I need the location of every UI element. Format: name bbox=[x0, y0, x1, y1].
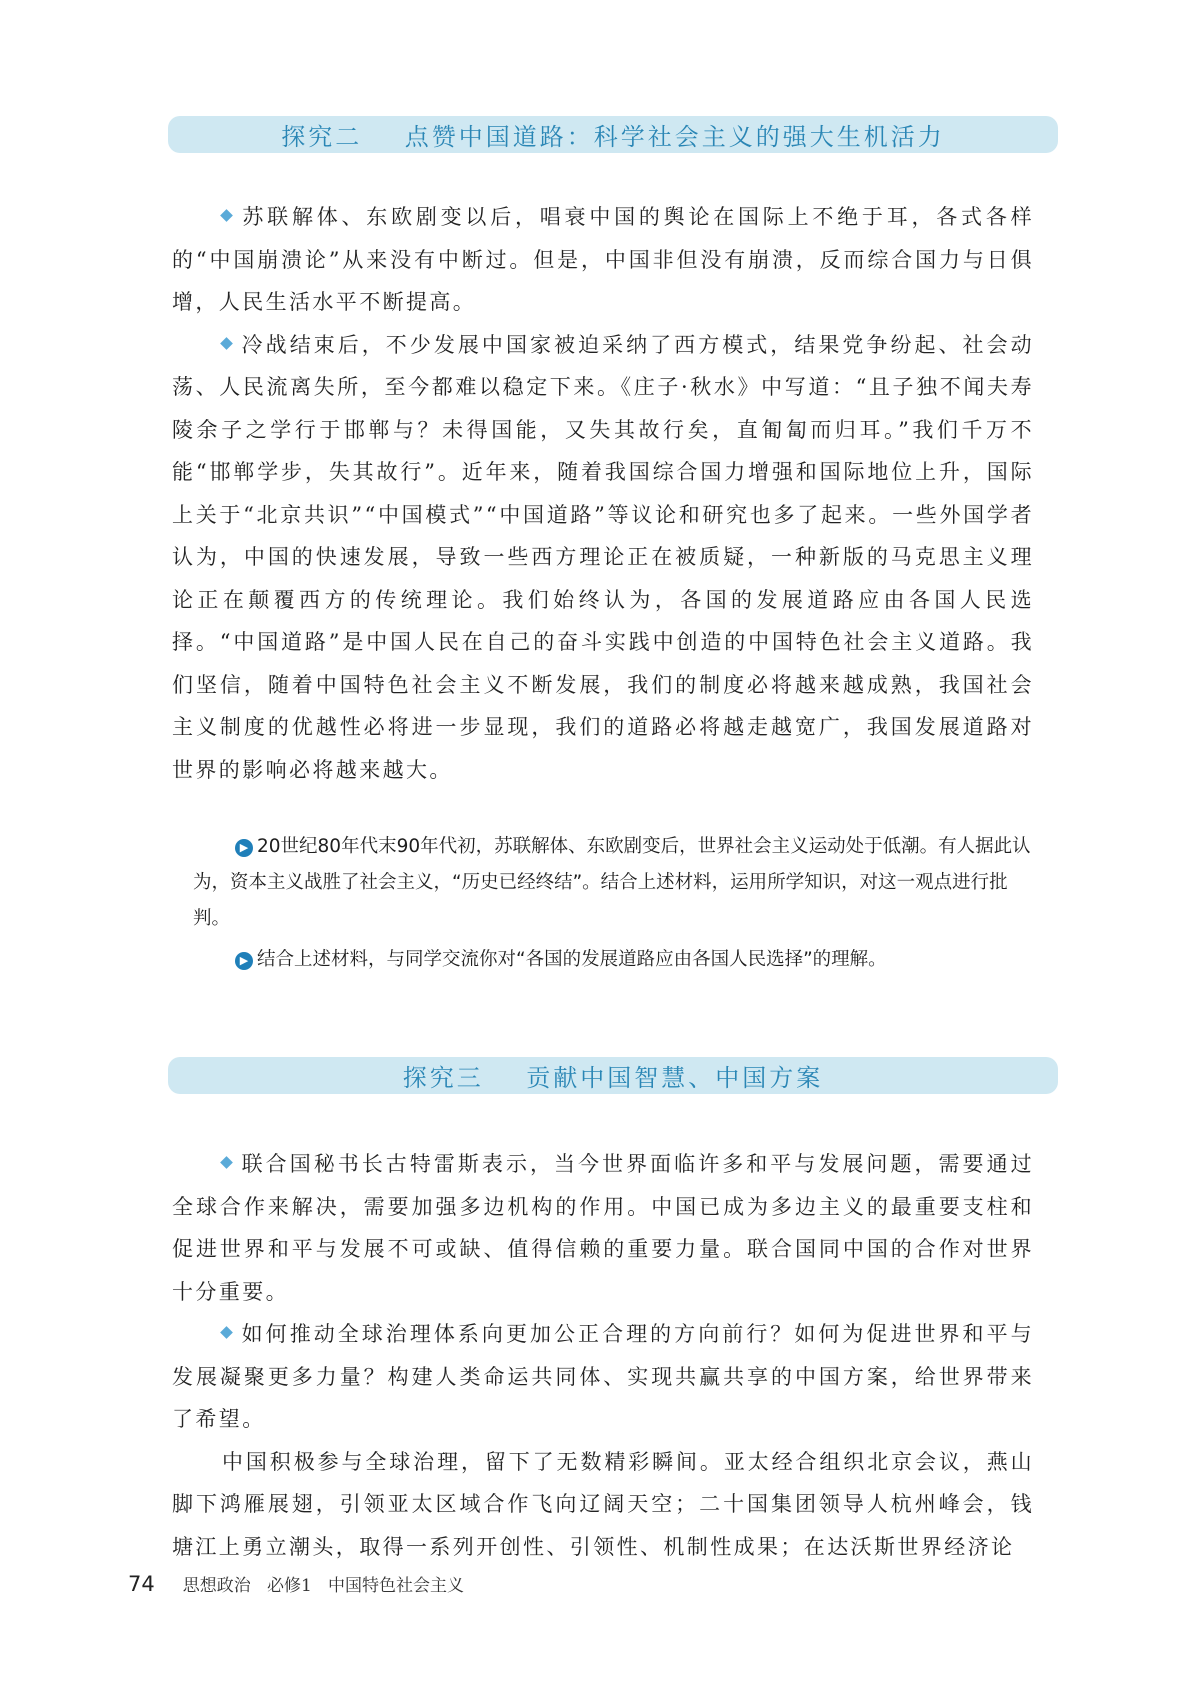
paragraph-text: 冷战结束后，不少发展中国家被迫采纳了西方模式，结果党争纷起、社会动荡、人民流离失所，至今都难以稳定下来。《庄子·秋水》中写道：“且子独不闻夫寿陵余子之学行于邯郸与？未得国能，又失其故行矣，直匍匐而归耳。”我们千万不能“邯郸学步，失其故行”。近年来，随着我国综合国力增强和国际地位上升，国际上关于“北京共识”“中国模式”“中国道路”等议论和研究也多了起来。一些外国学者认为，中国的快速发展，导致一些西方理论正在被质疑，一种新版的马克思主义理论正在颠覆西方的传统理论。我们始终认为，各国的发展道路应由各国人民选择。“中国道路”是中国人民在自己的奋斗实践中创造的中国特色社会主义道路。我们坚信，随着中国特色社会主义不断发展，我们的制度必将越来越成熟，我国社会主义制度的优越性必将进一步显现，我们的道路必将越走越宽广，我国发展道路对世界的影响必将越来越大。 bbox=[172, 332, 1034, 782]
book-title: 思想政治 必修1 中国特色社会主义 bbox=[182, 1576, 464, 1596]
bullet-paragraph bbox=[172, 1313, 1034, 1441]
arrow-circle-icon: ▶ bbox=[235, 839, 253, 857]
question-text: 结合上述材料，与同学交流你对“各国的发展道路应由各国人民选择”的理解。 bbox=[257, 949, 887, 970]
diamond-bullet-icon bbox=[220, 1156, 233, 1169]
diamond-bullet-icon bbox=[220, 1326, 233, 1339]
diamond-bullet-icon bbox=[220, 337, 233, 350]
paragraph-text: 联合国秘书长古特雷斯表示，当今世界面临许多和平与发展问题，需要通过全球合作来解决，需要加强多边机构的作用。中国已成为多边主义的最重要支柱和促进世界和平与发展不可或缺、值得信赖的重要力量。联合国同中国的合作对世界十分重要。 bbox=[172, 1152, 1034, 1304]
paragraph-text: 中国积极参与全球治理，留下了无数精彩瞬间。亚太经合组织北京会议，燕山脚下鸿雁展翅，引领亚太区域合作飞向辽阔天空；二十国集团领导人杭州峰会，钱塘江上勇立潮头，取得一系列开创性、引领性、机制性成果；在达沃斯世界经济论 bbox=[172, 1449, 1034, 1559]
paragraph bbox=[172, 1441, 1034, 1569]
question-text: 20世纪80年代末90年代初，苏联解体、东欧剧变后，世界社会主义运动处于低潮。有人据此认为，资本主义战胜了社会主义，“历史已经终结”。结合上述材料，运用所学知识，对这一观点进行批判。 bbox=[193, 836, 1031, 929]
question-item bbox=[193, 942, 1043, 978]
discussion-questions bbox=[193, 829, 1043, 983]
section-banner-inquiry-3 bbox=[168, 1057, 1058, 1094]
question-item bbox=[193, 829, 1043, 937]
page-footer bbox=[128, 1571, 464, 1596]
section-2-body bbox=[172, 196, 1034, 791]
paragraph-text: 如何推动全球治理体系向更加公正合理的方向前行？如何为促进世界和平与发展凝聚更多力量？构建人类命运共同体、实现共赢共享的中国方案，给世界带来了希望。 bbox=[172, 1322, 1034, 1431]
section-banner-inquiry-2 bbox=[168, 116, 1058, 153]
page-number: 74 bbox=[128, 1572, 155, 1596]
section-title: 探究三 贡献中国智慧、中国方案 bbox=[402, 1064, 824, 1092]
bullet-paragraph bbox=[172, 196, 1034, 324]
bullet-paragraph bbox=[172, 324, 1034, 792]
arrow-circle-icon: ▶ bbox=[235, 952, 253, 970]
diamond-bullet-icon bbox=[220, 209, 233, 222]
section-title: 探究二 点赞中国道路：科学社会主义的强大生机活力 bbox=[281, 123, 945, 151]
section-3-body bbox=[172, 1143, 1034, 1568]
paragraph-text: 苏联解体、东欧剧变以后，唱衰中国的舆论在国际上不绝于耳，各式各样的“中国崩溃论”从来没有中断过。但是，中国非但没有崩溃，反而综合国力与日俱增，人民生活水平不断提高。 bbox=[172, 205, 1034, 314]
bullet-paragraph bbox=[172, 1143, 1034, 1313]
